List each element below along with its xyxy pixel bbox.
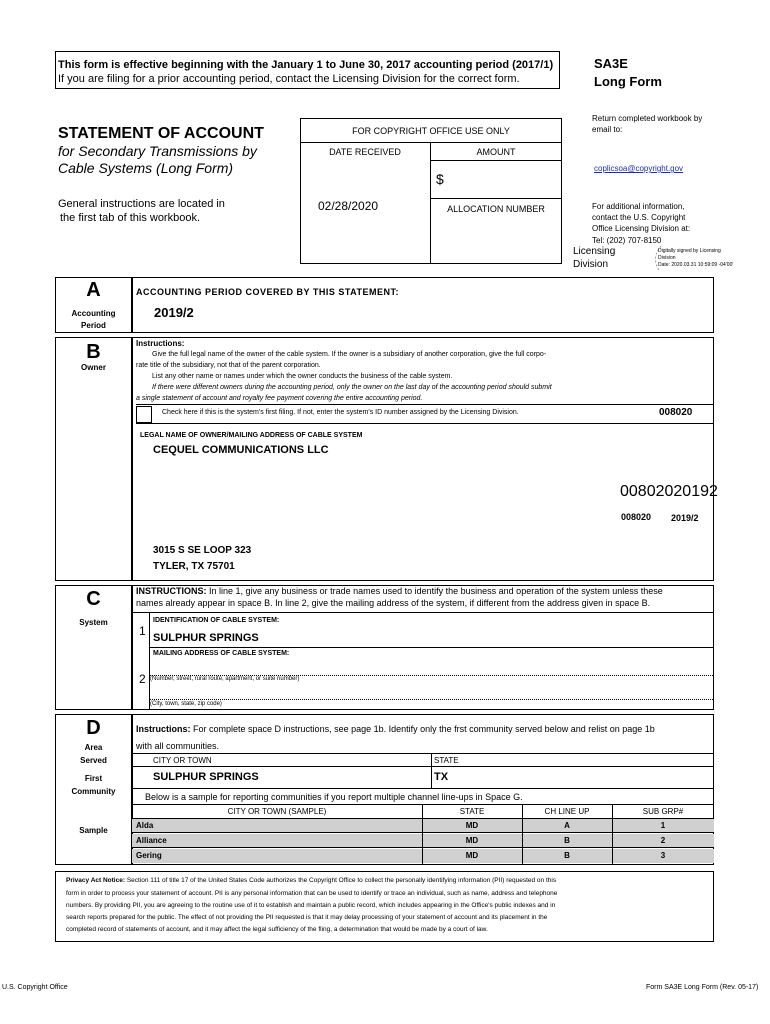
first-community-city-value[interactable]: SULPHUR SPRINGS <box>153 771 259 783</box>
space-d-divider-2 <box>132 766 714 767</box>
footer-right: Form SA3E Long Form (Rev. 05-17) <box>646 984 759 991</box>
space-d-divider-3 <box>132 788 714 789</box>
sample-row-3-city: Gering <box>136 851 162 860</box>
date-received-label: DATE RECEIVED <box>329 147 401 157</box>
owner-big-id: 00802020192 <box>620 483 718 500</box>
signature-note-1: Digitally signed by Licensing <box>658 248 721 254</box>
owner-address-1[interactable]: 3015 S SE LOOP 323 <box>153 545 252 556</box>
sample-row-3-sub: 3 <box>660 851 666 860</box>
first-filing-checkbox[interactable] <box>136 406 152 423</box>
space-a-letter: A <box>86 279 101 301</box>
space-c-divider-2 <box>149 647 714 648</box>
space-d-instruction-1 <box>136 724 655 734</box>
office-use-header: FOR COPYRIGHT OFFICE USE ONLY <box>352 126 510 136</box>
city-hint: (City, town, state, zip code) <box>150 701 222 707</box>
space-a-heading: ACCOUNTING PERIOD COVERED BY THIS STATEMENT: <box>136 287 400 297</box>
date-received-value: 02/28/2020 <box>318 199 379 213</box>
space-a-content-box <box>132 277 714 333</box>
space-a-label-1: Accounting <box>71 309 116 318</box>
privacy-line-5: completed record of statements of account, and it may affect the legal sufficiency of the fling, a determination that would be made by a court of law. <box>66 926 488 933</box>
space-c-divider-1 <box>132 612 714 613</box>
table-row <box>132 819 714 833</box>
contact-email-link[interactable]: coplicsoa@copyright.gov <box>594 164 684 173</box>
sample-row-1-ch: A <box>564 821 570 830</box>
space-b-label-box <box>55 337 132 581</box>
first-community-label-1: First <box>84 774 103 783</box>
signature-name-2: Division <box>573 259 609 270</box>
page-title: STATEMENT OF ACCOUNT <box>58 125 264 142</box>
return-instructions-2: email to: <box>592 125 623 134</box>
sample-row-3-state: MD <box>465 851 479 860</box>
space-c-letter: C <box>86 588 101 610</box>
line-2-number: 2 <box>139 672 146 686</box>
additional-info-1: For additional information, <box>592 202 685 211</box>
allocation-number-label: ALLOCATION NUMBER <box>447 204 545 214</box>
footer-left: U.S. Copyright Office <box>2 984 68 991</box>
signature-name-1: Licensing <box>573 246 616 257</box>
office-use-box <box>300 118 562 264</box>
system-id-value[interactable]: 008020 <box>659 407 693 418</box>
sample-row-2-ch: B <box>564 836 570 845</box>
page-subtitle-2: Cable Systems (Long Form) <box>58 160 234 176</box>
privacy-head: Privacy Act Notice: <box>66 877 126 884</box>
sample-table <box>132 805 714 864</box>
space-d-instruction-2: with all communities. <box>136 741 220 751</box>
first-community-state-value[interactable]: TX <box>434 771 449 783</box>
space-c-instruction-1 <box>136 586 663 596</box>
space-b-letter: B <box>86 341 101 363</box>
sample-header-state: STATE <box>459 807 485 816</box>
street-hint: (Number, street, rural route, apartment, or suite number) <box>150 676 300 682</box>
space-d-label-2: Served <box>80 756 107 765</box>
space-b-instruction-5: a single statement of account and royalty fee payment covering the entire accounting period. <box>136 395 423 402</box>
space-b-label: Owner <box>81 363 106 372</box>
effective-notice-line2: If you are filing for a prior accounting period, contact the Licensing Division for the correct form. <box>58 73 520 85</box>
return-instructions-1: Return completed workbook by <box>592 114 703 123</box>
sample-col-divider-1 <box>422 805 423 864</box>
owner-small-id: 008020 <box>621 512 652 522</box>
signature-note-2: Division <box>658 255 676 261</box>
mailing-address-label: MAILING ADDRESS OF CABLE SYSTEM: <box>153 650 290 657</box>
sample-label: Sample <box>79 826 108 835</box>
amount-label: AMOUNT <box>476 147 516 157</box>
sample-row-2-city: Alliance <box>136 836 167 845</box>
sample-row-3-ch: B <box>564 851 570 860</box>
privacy-line-1-text: Section 111 of title 17 of the United States Code authorizes the Copyright Office to collect the personally identifying information (PII) requested on this <box>125 877 557 884</box>
additional-info-3: Office Licensing Division at: <box>592 224 691 233</box>
space-b-instruction-1: Give the full legal name of the owner of the cable system. If the owner is a subsidiary of another corporation, give the full corpo- <box>152 351 547 358</box>
office-use-divider <box>300 142 562 143</box>
sample-row-2-sub: 2 <box>660 836 666 845</box>
space-c-label: System <box>79 618 108 627</box>
privacy-line-3: numbers. By providing PII, you are agreeing to the routine use of it to establish and maintain a public record, which includes appearing in the Office's public indexes and in <box>66 902 556 909</box>
privacy-line-4: search reports prepared for the public. The effect of not providing the PII requested is that it may delay processing of your statement of account and its placement in the <box>66 914 548 921</box>
legal-name-label: LEGAL NAME OF OWNER/MAILING ADDRESS OF CABLE SYSTEM <box>140 432 363 439</box>
owner-small-period: 2019/2 <box>671 513 699 523</box>
space-d-instructions-head: Instructions: <box>136 724 191 734</box>
sample-header-sub-grp: SUB GRP# <box>642 807 684 816</box>
identification-label: IDENTIFICATION OF CABLE SYSTEM: <box>153 617 280 624</box>
space-b-instruction-4: If there were different owners during the accounting period, only the owner on the last day of the accounting period should submit <box>152 384 552 391</box>
amount-dollar-sign: $ <box>436 171 444 187</box>
owner-name-value[interactable]: CEQUEL COMMUNICATIONS LLC <box>153 444 329 456</box>
space-d-label-1: Area <box>84 743 103 752</box>
table-row <box>132 849 714 863</box>
additional-info-2: contact the U.S. Copyright <box>592 213 686 222</box>
amount-divider <box>430 160 562 161</box>
sample-row-1-sub: 1 <box>660 821 666 830</box>
mailing-street-field[interactable] <box>150 664 713 676</box>
signature-date: Date: 2020.03.31 10:59:09 -04'00' <box>658 262 734 268</box>
form-name: Long Form <box>594 74 662 89</box>
space-b-instructions-head: Instructions: <box>136 339 185 348</box>
sample-row-1-city: Alda <box>136 821 154 830</box>
space-c-instruction-2: names already appear in space B. In line 2, give the mailing address of the system, if different from the address given in space B. <box>136 598 651 608</box>
contact-phone: Tel: (202) 707-8150 <box>592 236 662 245</box>
state-label: STATE <box>434 756 459 765</box>
space-d-letter: D <box>86 717 101 739</box>
allocation-divider <box>430 198 562 199</box>
general-instructions-1: General instructions are located in <box>58 198 225 210</box>
sample-col-divider-3 <box>612 805 613 864</box>
effective-notice-line1: This form is effective beginning with the January 1 to June 30, 2017 accounting period (2017/1) <box>58 59 554 71</box>
mailing-city-field[interactable] <box>150 688 713 700</box>
sample-col-divider-2 <box>522 805 523 864</box>
space-b-instruction-3: List any other name or names under which the owner conducts the business of the cable system. <box>152 373 453 380</box>
privacy-line-2: form in order to process your statement of account. PII is any personal information that can be used to identify or trace an individual, such as name, address and telephone <box>66 890 558 897</box>
cable-system-name-value[interactable]: SULPHUR SPRINGS <box>153 632 259 644</box>
sample-row-2-state: MD <box>465 836 479 845</box>
accounting-period-value[interactable]: 2019/2 <box>154 305 194 320</box>
sample-header-city: CITY OR TOWN (SAMPLE) <box>227 807 327 816</box>
space-d-instruction-1-text: For complete space D instructions, see page 1b. Identify only the frst community served below and relist on page 1b <box>190 724 655 734</box>
general-instructions-2: the first tab of this workbook. <box>60 212 201 224</box>
page-subtitle-1: for Secondary Transmissions by <box>58 143 257 159</box>
space-b-instruction-2: rate title of the subsidiary, not that of the parent corporation. <box>136 362 321 369</box>
space-a-label-2: Period <box>81 321 106 330</box>
table-row <box>132 834 714 848</box>
sample-header-ch-line-up: CH LINE UP <box>544 807 590 816</box>
sample-row-1-state: MD <box>465 821 479 830</box>
sample-note: Below is a sample for reporting communities if you report multiple channel line-ups in Space G. <box>145 792 523 802</box>
form-code: SA3E <box>594 56 628 71</box>
space-d-divider-1 <box>132 753 714 754</box>
space-c-instruction-1-text: In line 1, give any business or trade names used to identify the business and operation of the system unless these <box>206 586 663 596</box>
city-or-town-label: CITY OR TOWN <box>153 756 212 765</box>
space-d-state-divider <box>431 753 432 788</box>
owner-address-2[interactable]: TYLER, TX 75701 <box>153 561 235 572</box>
line-1-number: 1 <box>139 624 146 638</box>
first-filing-text: Check here if this is the system's first filing. If not, enter the system's ID number assigned by the Licensing Division. <box>162 409 519 416</box>
privacy-line-1 <box>66 877 556 884</box>
space-c-instructions-head: INSTRUCTIONS: <box>136 586 207 596</box>
first-community-label-2: Community <box>71 787 116 796</box>
